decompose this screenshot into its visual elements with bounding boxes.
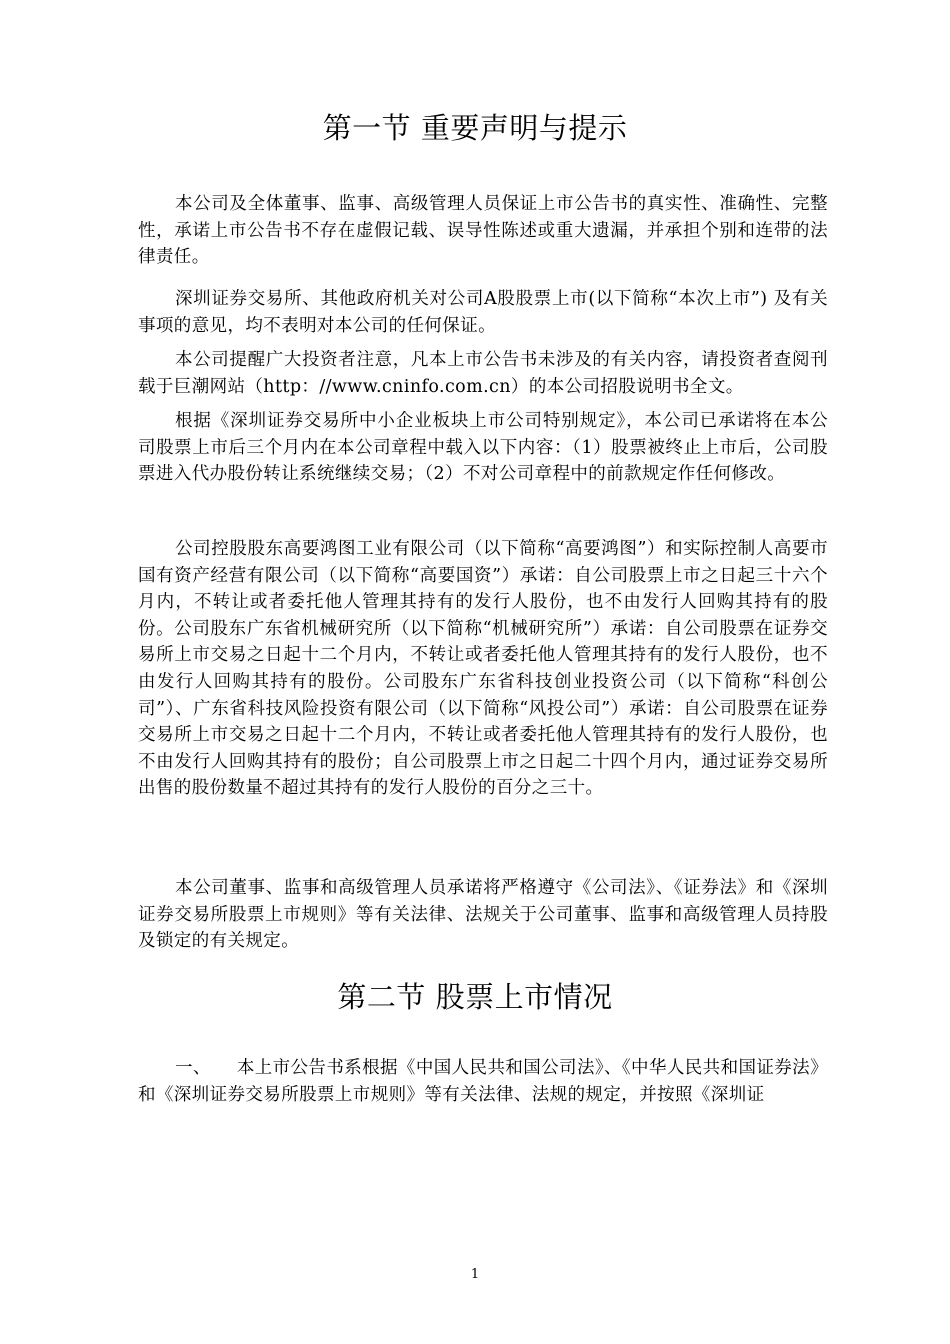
paragraph-no-guarantee: 深圳证券交易所、其他政府机关对公司A股股票上市(以下简称“本次上市”) 及有关事项的意见，均不表明对本公司的任何保证。 <box>138 289 828 336</box>
section-2-title: 第二节 股票上市情况 <box>337 980 613 1014</box>
paragraph-special-provisions: 根据《深圳证券交易所中小企业板块上市公司特别规定》，本公司已承诺将在本公司股票上市后三个月内在本公司章程中载入以下内容：（1）股票被终止上市后，公司股票进入代办股份转让系统继续交易；（2）不对公司章程中的前款规定作任何修改。 <box>138 411 828 485</box>
paragraph-responsibility: 本公司及全体董事、监事、高级管理人员保证上市公告书的真实性、准确性、完整性，承诺上市公告书不存在虚假记载、误导性陈述或重大遗漏，并承担个别和连带的法律责任。 <box>138 194 828 268</box>
paragraph-prospectus-reference: 本公司提醒广大投资者注意，凡本上市公告书未涉及的有关内容，请投资者查阅刊载于巨潮网站（http：//www.cninfo.com.cn）的本公司招股说明书全文。 <box>138 350 828 397</box>
paragraph-management-lockup: 本公司董事、监事和高级管理人员承诺将严格遵守《公司法》、《证券法》和《深圳证券交易所股票上市规则》等有关法律、法规关于公司董事、监事和高级管理人员持股及锁定的有关规定。 <box>138 878 828 952</box>
list-number: 一、 <box>175 1058 211 1078</box>
paragraph-shareholder-lockup: 公司控股股东高要鸿图工业有限公司（以下简称“高要鸿图”）和实际控制人高要市国有资产经营有限公司（以下简称“高要国资”）承诺：自公司股票上市之日起三十六个月内，不转让或者委托他人管理其持有的发行人股份，也不由发行人回购其持有的股份。公司股东广东省机械研究所（以下简称“机械研究所”）承诺：自公司股票在证券交易所上市交易之日起十二个月内，不转让或者委托他人管理其持有的发行人股份，也不由发行人回购其持有的股份。公司股东广东省科技创业投资公司（以下简称“科创公司”）、广东省科技风险投资有限公司（以下简称“风投公司”）承诺：自公司股票在证券交易所上市交易之日起十二个月内，不转让或者委托他人管理其持有的发行人股份，也不由发行人回购其持有的股份；自公司股票上市之日起二十四个月内，通过证券交易所出售的股份数量不超过其持有的发行人股份的百分之三十。 <box>138 539 828 799</box>
section-1-title: 第一节 重要声明与提示 <box>322 111 628 145</box>
page-number: 1 <box>470 1267 480 1282</box>
listing-basis-text: 本上市公告书系根据《中国人民共和国公司法》、《中华人民共和国证券法》和《深圳证券交易所股票上市规则》等有关法律、法规的规定，并按照《深圳证 <box>138 1058 828 1105</box>
paragraph-listing-basis <box>138 1055 828 1108</box>
